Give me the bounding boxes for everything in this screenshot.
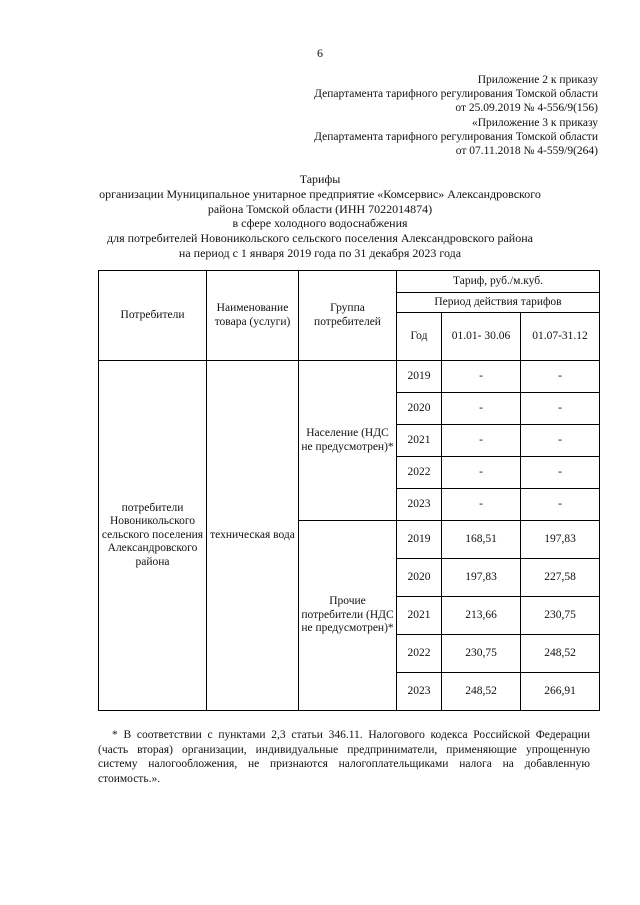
title-line: в сфере холодного водоснабжения — [232, 216, 408, 231]
tariff-h2-cell: - — [521, 393, 600, 425]
title-line: для потребителей Новоникольского сельского поселения Александровского района — [107, 231, 533, 246]
tariff-h1-cell: - — [442, 425, 521, 457]
tariff-h1-cell: - — [442, 393, 521, 425]
header-group: Группа потребителей — [299, 271, 397, 361]
year-cell: 2023 — [397, 673, 442, 711]
header-period: Период действия тарифов — [397, 293, 600, 313]
tariff-h2-cell: - — [521, 489, 600, 521]
group-population: Население (НДС не предусмотрен)* — [299, 361, 397, 521]
title-line: организации Муниципальное унитарное предприятие «Комсервис» Александровского — [99, 186, 541, 201]
year-cell: 2019 — [397, 361, 442, 393]
tariff-h1-cell: 248,52 — [442, 673, 521, 711]
header-line: «Приложение 3 к приказу — [471, 116, 598, 129]
header-half2: 01.07-31.12 — [521, 313, 600, 361]
year-cell: 2020 — [397, 559, 442, 597]
title-line: района Томской области (ИНН 7022014874) — [207, 201, 433, 216]
tariff-h1-cell: 197,83 — [442, 559, 521, 597]
year-cell: 2022 — [397, 457, 442, 489]
tariff-table — [98, 270, 600, 711]
document-title — [60, 172, 580, 261]
tariff-h1-cell: 168,51 — [442, 521, 521, 559]
tariff-h2-cell: 197,83 — [521, 521, 600, 559]
tariff-h1-cell: - — [442, 489, 521, 521]
header-line: Приложение 2 к приказу — [477, 74, 598, 86]
header-consumers: Потребители — [99, 271, 207, 361]
consumer-cell: потребители Новоникольского сельского поселения Александровского района — [99, 361, 207, 711]
tariff-h1-cell: - — [442, 361, 521, 393]
year-cell: 2023 — [397, 489, 442, 521]
tariff-h2-cell: - — [521, 361, 600, 393]
order-reference-block — [314, 73, 598, 158]
header-line: Департамента тарифного регулирования Томской области — [314, 88, 598, 101]
tariff-h2-cell: 266,91 — [521, 673, 600, 711]
tariff-h2-cell: 230,75 — [521, 597, 600, 635]
footnote: * В соответствии с пунктами 2,3 статьи 346.11. Налогового кодекса Российской Федерации (часть вторая) организации, индивидуальные предприниматели, применяющие упрощенную систему налогообложения, не признаются налогоплательщиками налога на добавленную стоимость.». — [98, 729, 590, 785]
group-others: Прочие потребители (НДС не предусмотрен)* — [299, 521, 397, 711]
page-number: 6 — [317, 46, 323, 60]
header-half1: 01.01- 30.06 — [442, 313, 521, 361]
tariff-h2-cell: 248,52 — [521, 635, 600, 673]
tariff-h1-cell: - — [442, 457, 521, 489]
header-year: Год — [397, 313, 442, 361]
header-line: Департамента тарифного регулирования Томской области — [314, 130, 598, 143]
header-line: от 25.09.2019 № 4-556/9(156) — [455, 102, 598, 115]
tariff-h2-cell: - — [521, 457, 600, 489]
year-cell: 2022 — [397, 635, 442, 673]
product-cell: техническая вода — [207, 361, 299, 711]
year-cell: 2021 — [397, 597, 442, 635]
title-line: на период с 1 января 2019 года по 31 декабря 2023 года — [178, 245, 462, 260]
year-cell: 2020 — [397, 393, 442, 425]
header-product: Наименование товара (услуги) — [207, 271, 299, 361]
tariff-h2-cell: - — [521, 425, 600, 457]
header-line: от 07.11.2018 № 4-559/9(264) — [455, 145, 598, 158]
year-cell: 2021 — [397, 425, 442, 457]
tariff-h2-cell: 227,58 — [521, 559, 600, 597]
year-cell: 2019 — [397, 521, 442, 559]
title-line: Тарифы — [299, 172, 341, 186]
header-tariff: Тариф, руб./м.куб. — [397, 271, 600, 293]
tariff-h1-cell: 213,66 — [442, 597, 521, 635]
tariff-h1-cell: 230,75 — [442, 635, 521, 673]
